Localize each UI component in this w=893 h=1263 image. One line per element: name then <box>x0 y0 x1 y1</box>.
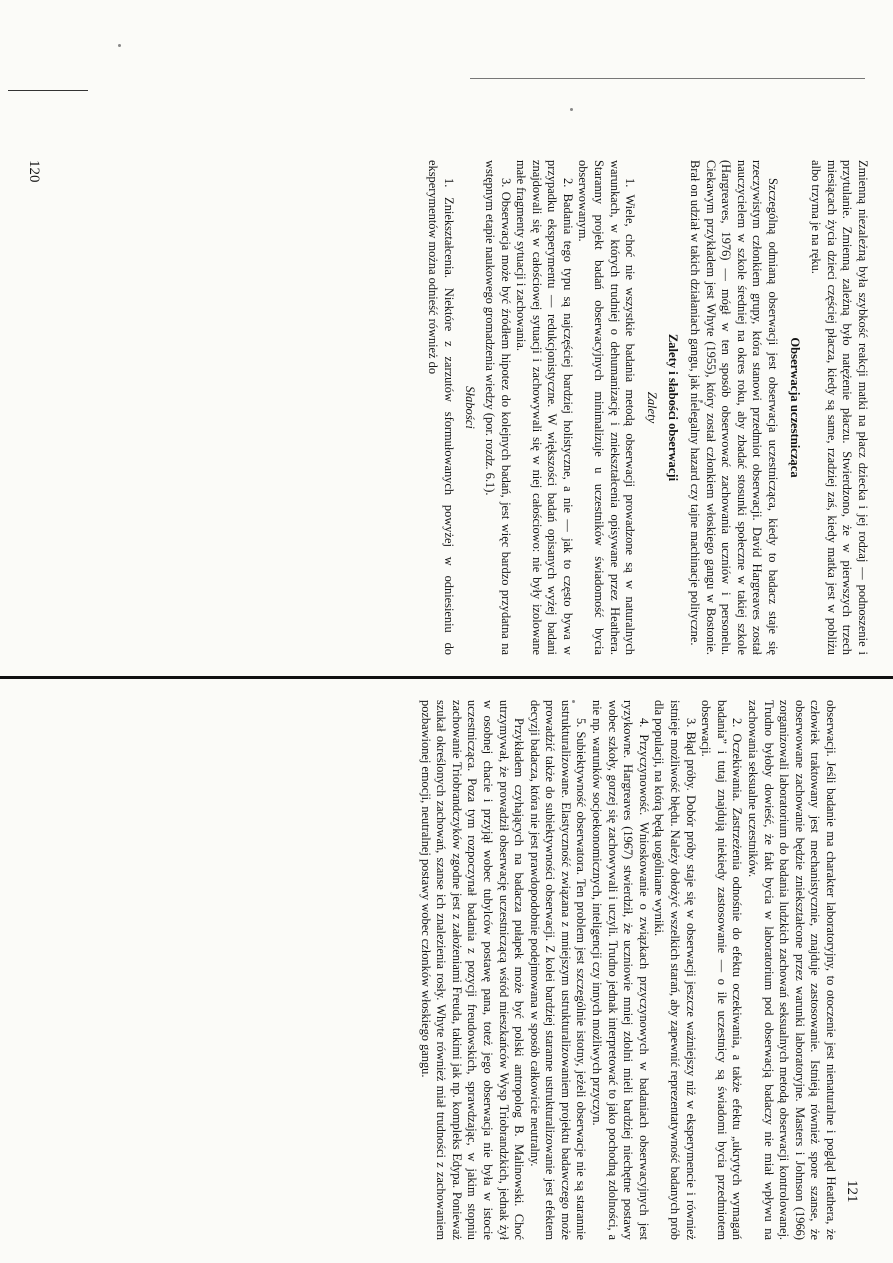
scan-speck <box>118 44 121 47</box>
subheading: Zalety <box>644 391 659 424</box>
section-heading: Zalety i słabości obserwacji <box>666 333 681 482</box>
scan-line <box>8 90 88 91</box>
paragraph: 3. Obserwacja może być źródłem hipotez do kolejnych badań, jest więc bardzo przydatna na wstępnym etapie naukowego gromadzenia wiedzy (por. rozdz. 6.1). <box>482 160 513 655</box>
paragraph: 2. Oczekiwania. Zastrzeżenia odnośnie do efektu oczekiwania, a także efektu „ukrytych wymagań badania” i tutaj znajdują niekiedy zastosowanie — o ile uczestnicy są świadomi bycia przedmiotem obserwacji. <box>699 700 745 1240</box>
section-heading: Obserwacja uczestnicząca <box>787 337 802 478</box>
page-divider <box>0 676 893 679</box>
paragraph: 3. Błąd próby. Dobór próby staje się w obserwacji jeszcze ważniejszy niż w eksperymencie i również istnieje możliwość błędu. Należy dołożyć wszelkich starań, aby zapewnić reprezentatywność badanych prób dla populacji, na którą będą uogólniane wyniki. <box>652 700 698 1240</box>
paragraph: 1. Zniekształcenia. Niektóre z zarzutów sformułowanych powyżej w odniesieniu do eksperymentów można odnieść również do <box>426 160 456 655</box>
paragraph: 1. Wiele, choć nie wszystkie badania metodą obserwacji prowadzone są w naturalnych warunkach, w których trudniej o dehumanizację i zniekształcenia opisywane przez Heathera. Staranny projekt badań obserwacyjnych minimalizuje u uczestników świadomość bycia obserwowanym. <box>576 160 638 655</box>
subheading: Słabości <box>463 386 478 429</box>
paragraph: Zmienną niezależną była szybkość reakcji matki na płacz dziecka i jej rodzaj — podnoszenie i przytulanie. Zmienną zależną było natężenie płaczu. Stwierdzono, że w pierwszych trzech miesiącach życia dzieci częściej płacza, kiedy są same, rzadziej zaś, kiedy matka jest w pobliżu albo trzyma je na ręku. <box>809 160 870 655</box>
paragraph: 5. Subiektywność obserwatora. Ten problem jest szczególnie istotny, jeżeli obserwacje nie są starannie ustrukturalizowane. Elastyczność związana z mniejszym ustrukturalizowaniem projektu badawczego może prowadzić także do subiektywności obserwacji. Z kolei bardziej staranne ustrukturalizowanie jest efektem decyzji badacza, która nie jest prawdopodobnie podejmowana w sposób całkowicie neutralny. <box>527 700 589 1240</box>
paragraph: Przykładem czyhających na badacza pułapek może być polski antropolog B. Malinowski. Choć utrzymywał, że prowadził obserwację uczestniczącą wśród mieszkańców Wysp Triobrandzkich, jednak żył w osobnej chacie i przyjął wobec tubylców postawę pana, toteż jego obserwacja nie była w istocie uczestnicząca. Poza tym rozpoczynał badania z pozycji freudowskich, sprawdzając, w jakim stopniu zachowanie Triobrandczyków zgodne jest z założeniami Freuda, takimi jak np. kompleks Edypa. Ponieważ szukał określonych zachowań, szanse ich znalezienia rosły. Whyte również miał trudności z zachowaniem pozbawionej emocji, neutralnej postawy wobec członków włoskiego gangu. <box>418 700 527 1240</box>
paragraph: obserwacji. Jeśli badanie ma charakter laboratoryjny, to otoczenie jest nienaturalne i pogląd Heathera, że człowiek traktowany jest mechanistycznie, znajduje zastosowanie. Istnieją również spore szanse, że obserwowane zachowanie będzie zniekształcone przez warunki laboratoryjne. Masters i Johnson (1966) zorganizowali laboratorium do badania ludzkich zachowań seksualnych metodą obserwacji kontrolowanej. Trudno byłoby dowieść, że fakt bycia w laboratorium pod obserwacją badaczy nie miał wpływu na zachowania seksualne uczestników. <box>746 700 838 1240</box>
paragraph: 4. Przyczynowość. Wnioskowanie o związkach przyczynowych w badaniach obserwacyjnych jest ryzykowne. Hargreaves (1967) stwierdził, że uczniowie mniej zdolni mieli bardziej niechętne postawy wobec szkoły, gorzej się zachowywali i uczyli. Trudno jednak interpretować to jako pochodną zdolności, a nie np. warunków socjoekonomicznych, inteligencji czy innych możliwych przyczyn. <box>590 700 651 1240</box>
paragraph: 2. Badania tego typu są najczęściej bardziej holistyczne, a nie — jak to często bywa w przypadku eksperymentu — redukcjonistyczne. W większości badań opisanych wyżej badani znajdowali się w całościowej sytuacji i zachowywali się w niej całościowo: nie były izolowane małe fragmenty sytuacji i zachowania. <box>514 160 575 655</box>
page-number-right: 121 <box>844 1180 860 1203</box>
scan-line <box>470 78 865 79</box>
left-page-column <box>425 160 870 655</box>
paragraph: Szczególną odmianą obserwacji jest obserwacja uczestnicząca, kiedy to badacz staje się rzeczywistym członkiem grupy, która stanowi przedmiot obserwacji. David Hargreaves został nauczycielem w szkole średniej na okres roku, aby zbadać stosunki społeczne w takiej szkole (Hargreaves, 1976) — mógł w ten sposób obserwować zachowania uczniów i personelu. Ciekawym przykładem jest Whyte (1955), który został członkiem włoskiego gangu w Bostonie. Brał on udział w takich działaniach gangu, jak nielegalny hazard czy tajne machinacje polityczne. <box>688 160 781 655</box>
right-page-column <box>417 700 838 1240</box>
page-number-left: 120 <box>26 160 42 183</box>
scan-speck <box>570 108 573 111</box>
